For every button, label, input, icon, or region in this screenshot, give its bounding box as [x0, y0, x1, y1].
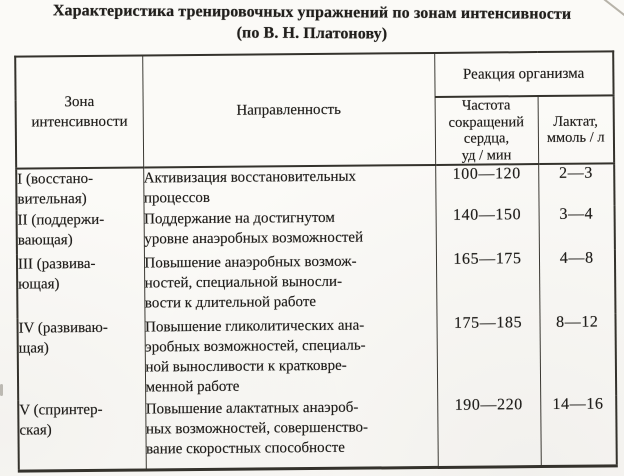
- header-zone: Зона интенсивности: [15, 56, 143, 169]
- table-row-zone-5: [18, 395, 617, 470]
- lactate-cell: 3—4: [539, 205, 615, 250]
- direction-cell: Поддержание на достигнутом уровне анаэробных возможностей: [144, 207, 436, 254]
- header-direction: Направленность: [142, 53, 435, 168]
- zone-cell: V (спринтер- ская): [18, 399, 146, 470]
- header-heart-rate: Частота сокращений сердца, уд / мин: [435, 96, 539, 165]
- header-reaction-group: Реакция организма: [434, 51, 613, 97]
- heart-rate-cell: 175—185: [436, 314, 540, 397]
- direction-cell: Повышение алактатных анаэроб- ных возможностей, совершенство- вание скоростных способносте: [145, 397, 438, 470]
- direction-cell: Активизация восстановительных процессов: [143, 165, 435, 210]
- direction-cell: Повышение анаэробных возмож- ностей, специальной выносли- вости к длительной работе: [144, 251, 437, 318]
- header-row-main: [15, 51, 613, 100]
- heart-rate-cell: 140—150: [436, 206, 539, 251]
- heart-rate-cell: 100—120: [435, 164, 538, 207]
- zone-cell: II (поддержи- вающая): [17, 210, 144, 255]
- scan-edge-artifact: [0, 384, 3, 396]
- table-row-zone-2: [17, 205, 615, 254]
- lactate-cell: 14—16: [540, 395, 617, 466]
- heart-rate-cell: 190—220: [437, 396, 541, 467]
- table-row-zone-1: [16, 163, 614, 210]
- header-lactate: Лактат, ммоль / л: [538, 95, 615, 164]
- lactate-cell: 2—3: [538, 163, 614, 206]
- zone-cell: I (восстано- вительная): [16, 168, 143, 211]
- lactate-cell: 8—12: [539, 313, 616, 396]
- title-line-2: (по В. Н. Платонову): [236, 24, 388, 43]
- title-line-1: Характеристика тренировочных упражнений по зонам интенсивности: [52, 2, 572, 23]
- zone-cell: III (развива- ющая): [17, 254, 145, 319]
- table-body: [16, 163, 617, 470]
- direction-cell: Повышение гликолитических ана- эробных возможностей, специаль- ной выносливости к кратковре- менной работе: [144, 315, 437, 400]
- intensity-zones-table: [14, 50, 618, 472]
- heart-rate-cell: 165—175: [436, 250, 540, 315]
- lactate-cell: 4—8: [539, 249, 616, 314]
- zone-cell: IV (развиваю- щая): [17, 317, 145, 400]
- document-title: [0, 0, 624, 46]
- table-row-zone-3: [17, 249, 616, 318]
- table-header: [15, 51, 614, 168]
- table-row-zone-4: [17, 313, 616, 400]
